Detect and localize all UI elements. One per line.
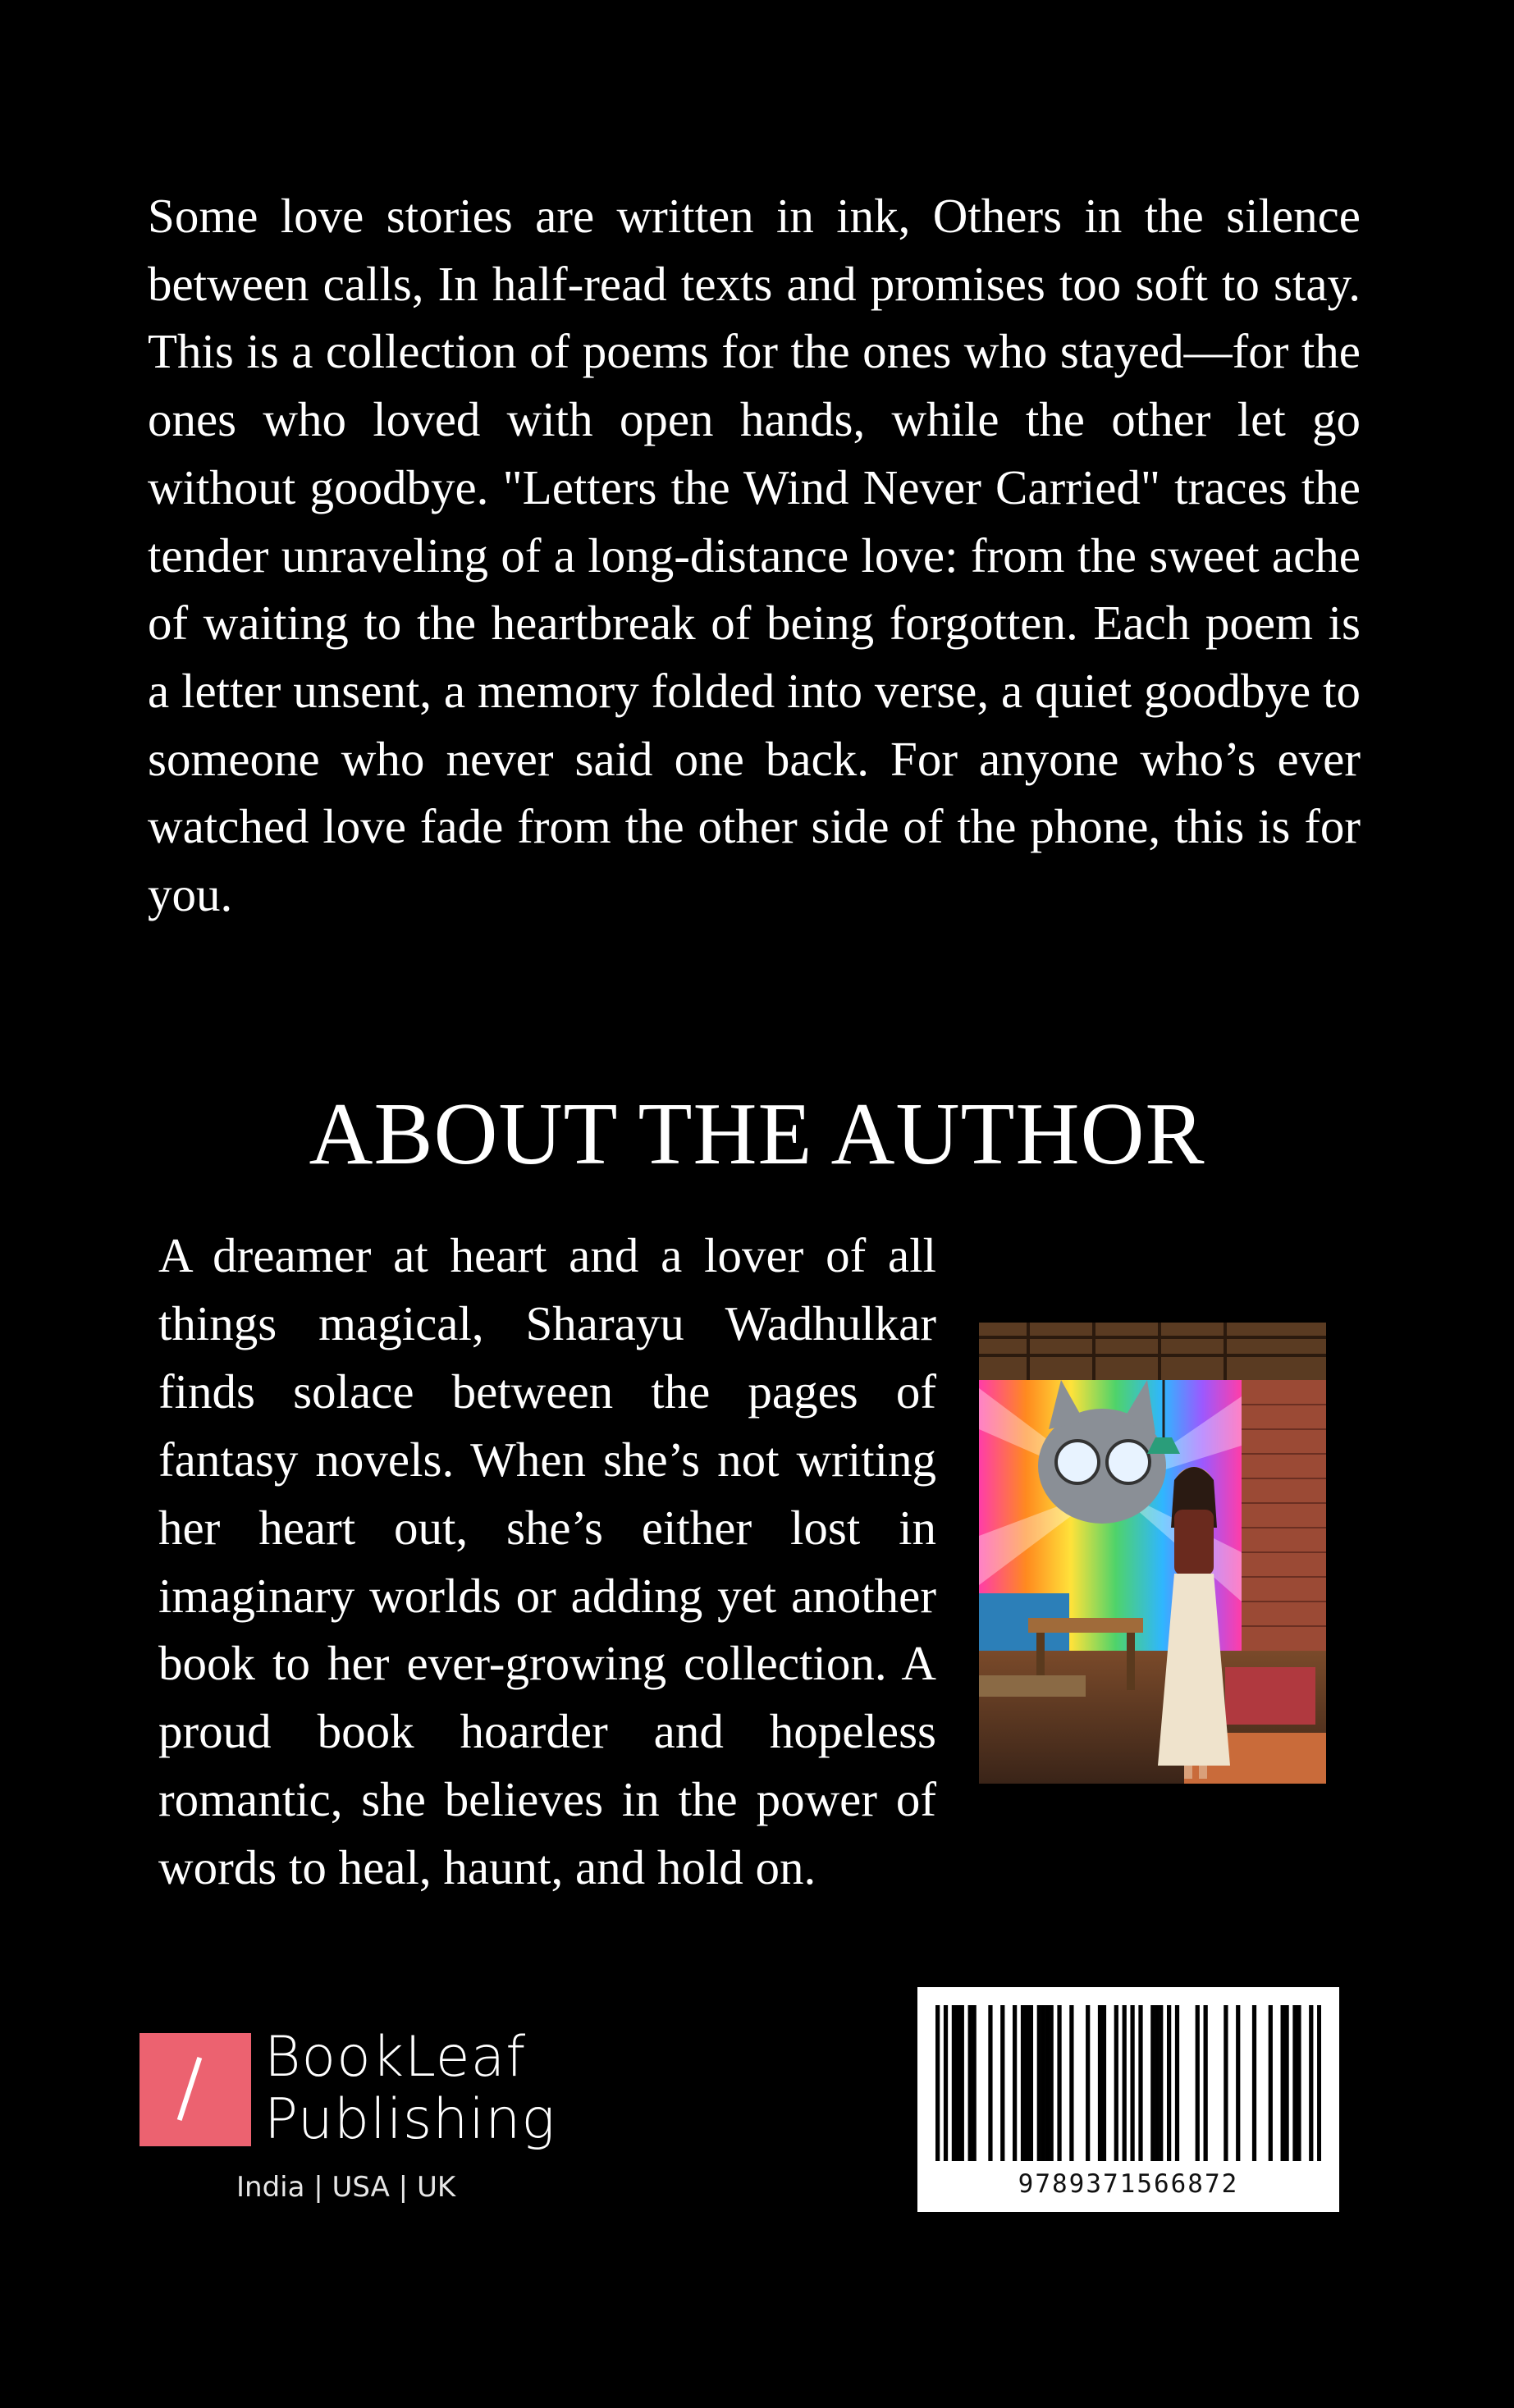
barcode-bar: [1167, 2005, 1171, 2161]
barcode-bar: [1037, 2005, 1041, 2161]
about-the-author-text: A dreamer at heart and a lover of all things magical, Sharayu Wadhulkar finds solace between the pages of fantasy novels. When she’s not writing her heart out, she’s either lost in imaginary worlds or adding yet another book to her ever-growing collection. A proud book hoarder and hopeless romantic, she believes in the power of words to heal, haunt, and hold on.: [158, 1228, 936, 1895]
isbn-barcode: [917, 1987, 1339, 2212]
barcode-bar: [1114, 2005, 1118, 2161]
publisher-name: [264, 2026, 556, 2151]
barcode-bar: [1204, 2005, 1208, 2161]
isbn-number: 9789371566872: [1018, 2169, 1239, 2199]
slash-logo-icon: [140, 2033, 251, 2146]
barcode-bar: [1159, 2005, 1163, 2161]
barcode-bar: [1150, 2005, 1155, 2161]
barcode-bar: [1224, 2005, 1228, 2161]
publisher-logo: [140, 2025, 566, 2214]
barcode-bar: [1098, 2005, 1102, 2161]
barcode-bar: [1130, 2005, 1134, 2161]
barcode-bar: [1269, 2005, 1273, 2161]
barcode-bar: [1102, 2005, 1106, 2161]
publisher-name-line1: BookLeaf: [264, 2025, 527, 2090]
barcode-bar: [968, 2005, 972, 2161]
barcode-bar: [1236, 2005, 1240, 2161]
about-the-author-heading: ABOUT THE AUTHOR: [309, 1085, 1205, 1183]
barcode-bar: [1029, 2005, 1033, 2161]
barcode-bar: [1069, 2005, 1073, 2161]
barcode-bar: [1050, 2005, 1054, 2161]
barcode-bar: [1045, 2005, 1050, 2161]
publisher-regions: India | USA | UK: [236, 2171, 456, 2204]
barcode-bar: [1013, 2005, 1017, 2161]
barcode-bar: [1292, 2005, 1297, 2161]
barcode-bar: [935, 2005, 940, 2161]
barcode-bar: [1196, 2005, 1200, 2161]
author-photo: [979, 1323, 1326, 1784]
barcode-bar: [944, 2005, 948, 2161]
barcode-icon: [935, 2005, 1321, 2161]
barcode-bar: [960, 2005, 964, 2161]
barcode-bar: [1123, 2005, 1127, 2161]
barcode-bar: [1000, 2005, 1004, 2161]
barcode-bar: [972, 2005, 977, 2161]
barcode-bar: [1086, 2005, 1090, 2161]
barcode-bar: [1175, 2005, 1179, 2161]
barcode-bar: [1138, 2005, 1142, 2161]
barcode-bar: [1252, 2005, 1256, 2161]
back-cover-blurb: Some love stories are written in ink, Others in the silence between calls, In half-read texts and promises too soft to stay. This is a collection of poems for the ones who stayed—for the ones who loved with open hands, while the other let go without goodbye. "Letters the Wind Never Carried" traces the tender unraveling of a long-distance love: from the sweet ache of waiting to the heartbreak of being forgotten. Each poem is a letter unsent, a memory folded into verse, a quiet goodbye to someone who never said one back. For anyone who’s ever watched love fade from the other side of the phone, this is for you.: [148, 189, 1361, 922]
barcode-bar: [988, 2005, 992, 2161]
barcode-bar: [1025, 2005, 1029, 2161]
barcode-bar: [1057, 2005, 1061, 2161]
barcode-bar: [1284, 2005, 1288, 2161]
barcode-bar: [1297, 2005, 1301, 2161]
barcode-bar: [1021, 2005, 1025, 2161]
barcode-bar: [1041, 2005, 1045, 2161]
barcode-bar: [1309, 2005, 1313, 2161]
barcode-bar: [1317, 2005, 1321, 2161]
publisher-name-line2: Publishing: [264, 2087, 556, 2152]
barcode-bar: [1155, 2005, 1159, 2161]
barcode-bar: [952, 2005, 956, 2161]
barcode-bar: [956, 2005, 960, 2161]
barcode-bar: [1281, 2005, 1285, 2161]
